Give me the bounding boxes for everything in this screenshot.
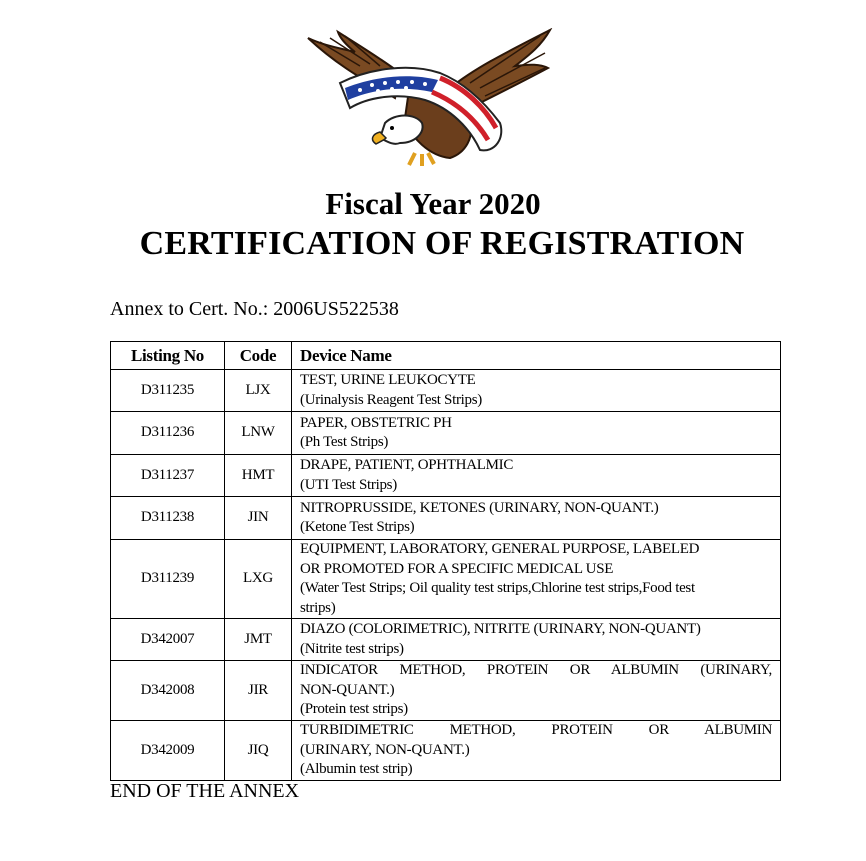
header-listing-no: Listing No — [111, 342, 225, 370]
table-row — [111, 540, 781, 619]
annex-cert-number: Annex to Cert. No.: 2006US522538 — [110, 298, 399, 320]
device-name-line: (Ph Test Strips) — [300, 434, 389, 450]
header-device-name: Device Name — [292, 342, 781, 370]
device-name-line: TURBIDIMETRIC METHOD, PROTEIN OR ALBUMIN — [300, 722, 772, 738]
device-name-line: DRAPE, PATIENT, OPHTHALMIC — [300, 457, 514, 473]
listing-no: D342007 — [111, 619, 225, 661]
device-name-line: (Protein test strips) — [300, 701, 408, 718]
device-name-line: (Water Test Strips; Oil quality test strips,Chlorine test strips,Food test — [300, 580, 695, 596]
fiscal-year-title: Fiscal Year 2020 — [325, 186, 541, 221]
device-name — [292, 619, 781, 661]
device-name — [292, 540, 781, 619]
device-name — [292, 661, 781, 721]
device-name-line: strips) — [300, 599, 336, 616]
device-name-line: (UTI Test Strips) — [300, 476, 397, 493]
table-row — [111, 619, 781, 661]
device-name — [292, 497, 781, 540]
product-code: JMT — [225, 619, 292, 661]
device-name — [292, 455, 781, 497]
product-code: JIQ — [225, 721, 292, 781]
table-row — [111, 721, 781, 781]
device-name-line: INDICATOR METHOD, PROTEIN OR ALBUMIN (URINARY, — [300, 662, 772, 679]
device-name-line: TEST, URINE LEUKOCYTE — [300, 372, 476, 388]
device-name-line: (Ketone Test Strips) — [300, 519, 415, 535]
product-code: JIR — [225, 661, 292, 721]
product-code: LJX — [225, 370, 292, 412]
listing-no: D342008 — [111, 661, 225, 721]
table-row — [111, 661, 781, 721]
table-row — [111, 412, 781, 455]
table-row — [111, 497, 781, 540]
certificate-title: CERTIFICATION OF REGISTRATION — [139, 225, 745, 262]
eagle-flag-logo — [300, 28, 555, 168]
listing-no: D311238 — [111, 497, 225, 540]
device-name — [292, 412, 781, 455]
device-name-line: EQUIPMENT, LABORATORY, GENERAL PURPOSE, LABELED — [300, 541, 700, 557]
table-row — [111, 455, 781, 497]
product-code: HMT — [225, 455, 292, 497]
device-name-line: PAPER, OBSTETRIC PH — [300, 414, 452, 431]
product-code: LXG — [225, 540, 292, 619]
device-name-line: NITROPRUSSIDE, KETONES (URINARY, NON-QUANT.) — [300, 499, 659, 516]
device-listing-table — [110, 341, 781, 781]
device-name-line: (Urinalysis Reagent Test Strips) — [300, 391, 482, 408]
device-name-line: NON-QUANT.) — [300, 681, 395, 698]
header-code: Code — [225, 342, 292, 370]
listing-no: D311235 — [111, 370, 225, 412]
product-code: LNW — [225, 412, 292, 455]
device-name-line: (URINARY, NON-QUANT.) — [300, 741, 470, 758]
table-row — [111, 370, 781, 412]
device-name-line: (Nitrite test strips) — [300, 640, 404, 657]
device-name — [292, 721, 781, 781]
device-name-line: OR PROMOTED FOR A SPECIFIC MEDICAL USE — [300, 560, 614, 577]
product-code: JIN — [225, 497, 292, 540]
device-name-line: (Albumin test strip) — [300, 761, 413, 777]
listing-no: D342009 — [111, 721, 225, 781]
listing-no: D311237 — [111, 455, 225, 497]
listing-no: D311239 — [111, 540, 225, 619]
device-name-line: DIAZO (COLORIMETRIC), NITRITE (URINARY, NON-QUANT) — [300, 621, 701, 637]
table-header-row — [111, 342, 781, 370]
end-of-annex: END OF THE ANNEX — [110, 780, 300, 802]
device-name — [292, 370, 781, 412]
listing-no: D311236 — [111, 412, 225, 455]
